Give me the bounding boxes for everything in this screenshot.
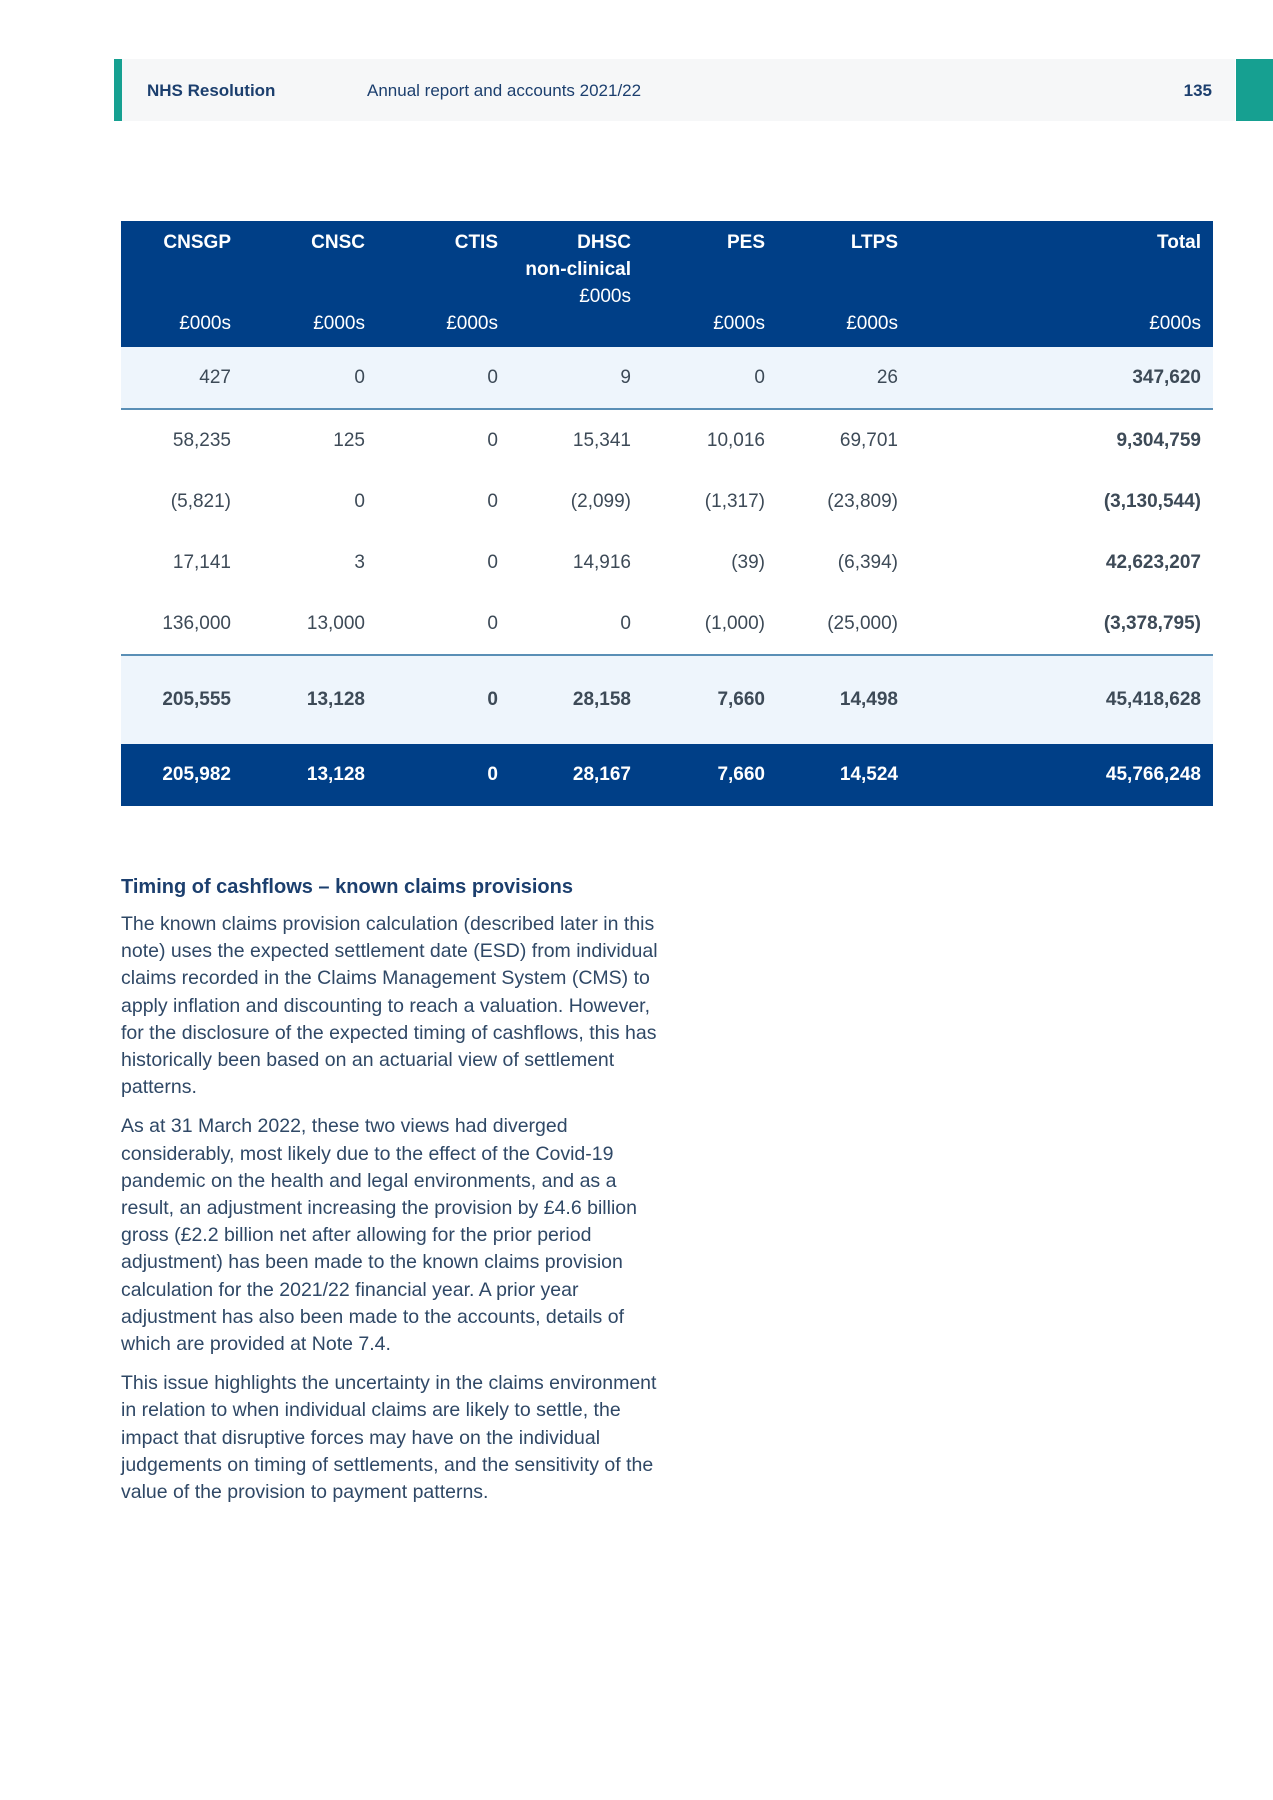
paragraph: The known claims provision calculation (described later in this note) uses the expected settlement date (ESD) from individual claims recorded in the Claims Management System (CMS) to apply inflation and discounting to reach a valuation. However, for the disclosure of the expected timing of cashflows, this has historically been based on an actuarial view of settlement patterns. bbox=[121, 913, 658, 1099]
cell: 14,916 bbox=[510, 532, 643, 593]
header-tab-marker bbox=[1236, 59, 1273, 121]
organisation-name: NHS Resolution bbox=[147, 81, 276, 100]
column-header-cnsc: CNSC £000s bbox=[311, 232, 365, 334]
cell: (23,809) bbox=[777, 471, 910, 532]
cell-total: 45,766,248 bbox=[910, 744, 1213, 806]
cell: 3 bbox=[243, 532, 377, 593]
column-header-pes: PES £000s bbox=[713, 232, 765, 334]
total-row bbox=[121, 744, 1213, 806]
cell: 7,660 bbox=[643, 744, 777, 806]
cell-total: 42,623,207 bbox=[910, 532, 1213, 593]
table-header-row bbox=[121, 221, 1213, 347]
subtotal-row bbox=[121, 655, 1213, 744]
cell: 14,524 bbox=[777, 744, 910, 806]
cell-total: (3,378,795) bbox=[910, 593, 1213, 655]
cell-total: 9,304,759 bbox=[910, 409, 1213, 471]
cell-total: (3,130,544) bbox=[910, 471, 1213, 532]
cell: 427 bbox=[121, 347, 243, 409]
timing-of-cashflows-section bbox=[121, 873, 661, 1518]
cell: 13,128 bbox=[243, 655, 377, 744]
column-header-total: Total £000s bbox=[1149, 232, 1201, 334]
cell-total: 45,418,628 bbox=[910, 655, 1213, 744]
cell: 136,000 bbox=[121, 593, 243, 655]
cell: 0 bbox=[243, 471, 377, 532]
cell: (5,821) bbox=[121, 471, 243, 532]
cell: (39) bbox=[643, 532, 777, 593]
cell: 9 bbox=[510, 347, 643, 409]
provisions-table bbox=[121, 221, 1213, 806]
table-row bbox=[121, 532, 1213, 593]
cell: (1,317) bbox=[643, 471, 777, 532]
table-row bbox=[121, 471, 1213, 532]
cell: 17,141 bbox=[121, 532, 243, 593]
cell: (1,000) bbox=[643, 593, 777, 655]
cell: (6,394) bbox=[777, 532, 910, 593]
cell: 69,701 bbox=[777, 409, 910, 471]
table-row bbox=[121, 347, 1213, 409]
paragraph: This issue highlights the uncertainty in the claims environment in relation to when individual claims are likely to settle, the impact that disruptive forces may have on the individual judgements on timing of settlements, and the sensitivity of the value of the provision to payment patterns. bbox=[121, 1372, 657, 1504]
running-header bbox=[114, 59, 1235, 121]
column-header-ctis: CTIS £000s bbox=[446, 232, 498, 334]
cell: 26 bbox=[777, 347, 910, 409]
cell-total: 347,620 bbox=[910, 347, 1213, 409]
cell: 0 bbox=[643, 347, 777, 409]
cell: 0 bbox=[377, 655, 510, 744]
cell: 14,498 bbox=[777, 655, 910, 744]
cell: 7,660 bbox=[643, 655, 777, 744]
section-heading: Timing of cashflows – known claims provisions bbox=[121, 876, 573, 898]
cell: 15,341 bbox=[510, 409, 643, 471]
cell: 0 bbox=[377, 744, 510, 806]
cell: 0 bbox=[243, 347, 377, 409]
cell: 205,555 bbox=[121, 655, 243, 744]
table-row bbox=[121, 593, 1213, 655]
paragraph: As at 31 March 2022, these two views had diverged considerably, most likely due to the effect of the Covid-19 pandemic on the health and legal environments, and as a result, an adjustment increasing the provision by £4.6 billion gross (£2.2 billion net after allowing for the prior period adjustment) has been made to the known claims provision calculation for the 2021/22 financial year. A prior year adjustment has also been made to the accounts, details of which are provided at Note 7.4. bbox=[121, 1115, 637, 1356]
column-header-cnsgp: CNSGP £000s bbox=[163, 232, 231, 334]
header-accent-bar bbox=[114, 59, 122, 121]
cell: 0 bbox=[377, 532, 510, 593]
cell: 125 bbox=[243, 409, 377, 471]
cell: 13,128 bbox=[243, 744, 377, 806]
cell: 0 bbox=[510, 593, 643, 655]
cell: 58,235 bbox=[121, 409, 243, 471]
cell: 205,982 bbox=[121, 744, 243, 806]
cell: 28,167 bbox=[510, 744, 643, 806]
cell: 0 bbox=[377, 347, 510, 409]
table-row bbox=[121, 409, 1213, 471]
cell: 28,158 bbox=[510, 655, 643, 744]
column-header-ltps: LTPS £000s bbox=[846, 232, 898, 334]
page-number: 135 bbox=[1183, 81, 1212, 100]
cell: 0 bbox=[377, 471, 510, 532]
cell: (25,000) bbox=[777, 593, 910, 655]
cell: 13,000 bbox=[243, 593, 377, 655]
cell: 0 bbox=[377, 409, 510, 471]
column-header-dhsc-non-clinical: DHSC non-clinical £000s bbox=[525, 232, 631, 307]
cell: 10,016 bbox=[643, 409, 777, 471]
cell: (2,099) bbox=[510, 471, 643, 532]
cell: 0 bbox=[377, 593, 510, 655]
report-title: Annual report and accounts 2021/22 bbox=[367, 81, 642, 100]
